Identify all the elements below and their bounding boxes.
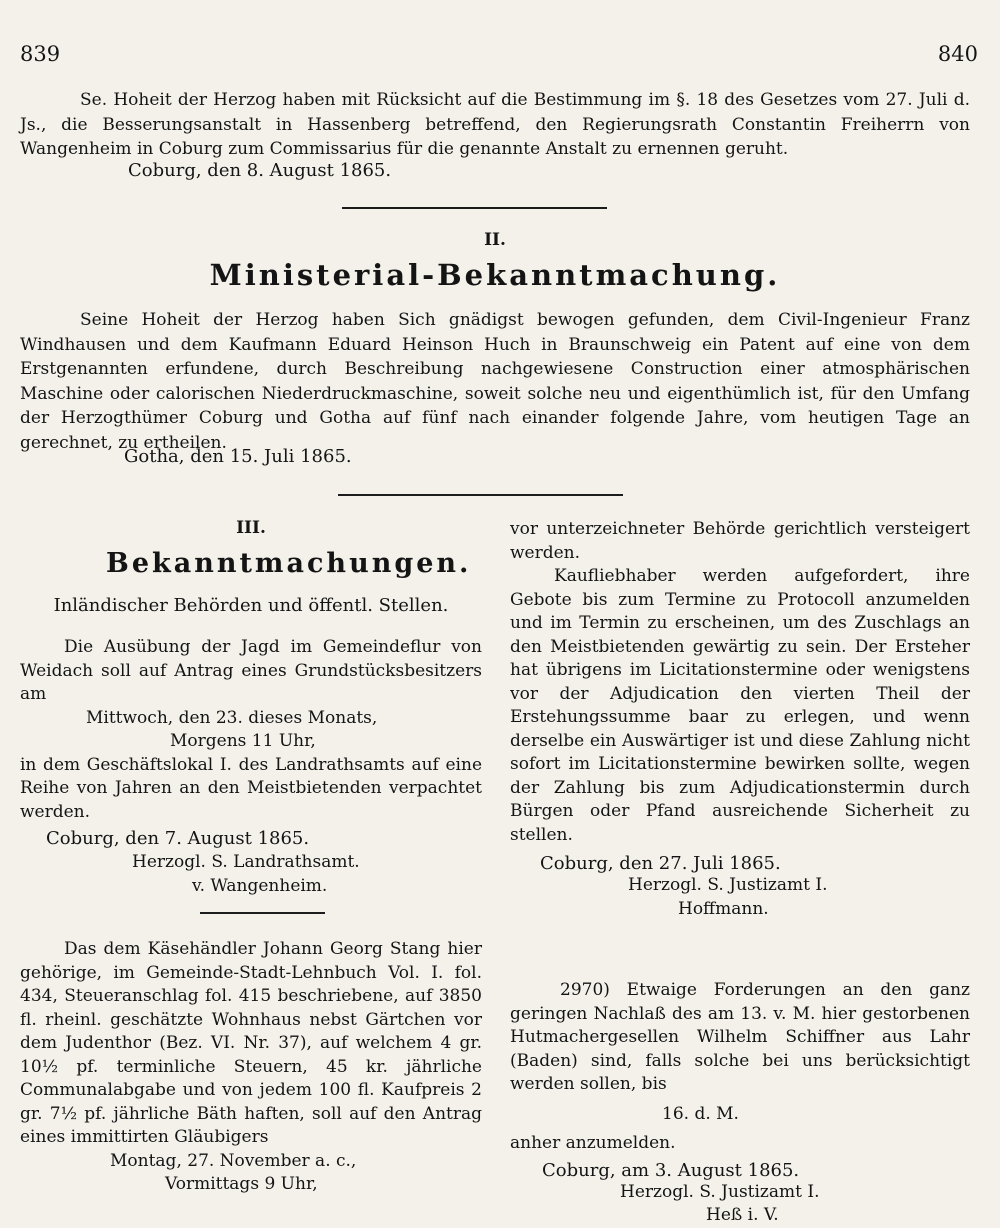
section-number-two: II. (484, 230, 506, 250)
jagd-notice-text2: in dem Geschäftslokal I. des Landrathsamts auf eine Reihe von Jahren an den Meistbietenden verpachtet werden. (20, 754, 482, 822)
section-two-paragraph: Seine Hoheit der Herzog haben Sich gnädigst bewogen gefunden, dem Civil-Ingenieur Franz Windhausen und dem Kaufmann Eduard Heinson Huch in Braunschweig ein Patent auf eine von dem Erstgenannten erfundene, durch Beschreibung nachgewiesene Construction einer atmosphärischen Maschine oder calorischen Niederdruckmaschine, soweit solche neu und eigenthümlich ist, für den Umfang der Herzogthümer Coburg und Gotha auf fünf nach einander folgende Jahre, vom heutigen Tage an gerechnet, zu ertheilen. (20, 310, 970, 453)
intro-paragraph: Se. Hoheit der Herzog haben mit Rücksicht auf die Bestimmung im §. 18 des Gesetzes vom 27. Juli d. Js., die Besserungsanstalt in Hassenberg betreffend, den Regierungsrath Constantin Freiherrn von Wangenheim in Coburg zum Commissarius für die genannte Anstalt zu ernennen geruht. (20, 90, 970, 159)
estate-notice-text2: anher anzumelden. (510, 1133, 676, 1153)
jagd-notice-text: Die Ausübung der Jagd im Gemeindeflur von Weidach soll auf Antrag eines Grundstücksbesitzers am (20, 637, 482, 704)
divider (338, 494, 623, 496)
page-number-right: 840 (937, 42, 978, 66)
auction-dateline: Coburg, den 27. Juli 1865. (540, 853, 781, 874)
jagd-notice-time: Morgens 11 Uhr, (170, 731, 316, 751)
estate-dateline: Coburg, am 3. August 1865. (542, 1159, 800, 1181)
left-column (20, 518, 482, 898)
stang-notice-text: Das dem Käsehändler Johann Georg Stang hier gehörige, im Gemeinde-Stadt-Lehnbuch Vol. I. fol. 434, Steueranschlag fol. 415 beschriebene, auf 3850 fl. rheinl. geschätzte Wohnhaus nebst Gärtchen vor dem Judenthor (Bez. VI. Nr. 37), auf welchem 4 gr. 10½ pf. terminliche Steuern, 45 kr. jährliche Communalabgabe und von jedem 100 fl. Kaufpreis 2 gr. 7½ pf. jährliche Bäth haften, soll auf den Antrag eines immittirten Gläubigers (20, 939, 482, 1147)
jagd-office: Herzogl. S. Landrathsamt. (132, 852, 360, 872)
jagd-signer: v. Wangenheim. (192, 875, 328, 896)
section-number-three: III. (236, 518, 266, 538)
page-number-left: 839 (20, 42, 61, 66)
auction-office: Herzogl. S. Justizamt I. (628, 875, 828, 895)
stang-notice-time: Vormittags 9 Uhr, (165, 1174, 318, 1194)
right-column (510, 518, 970, 1228)
stang-notice (20, 938, 482, 1197)
section-three-heading: Bekanntmachungen. (106, 548, 472, 579)
jagd-notice-date: Mittwoch, den 23. dieses Monats, (86, 707, 378, 728)
estate-notice-deadline: 16. d. M. (662, 1103, 739, 1124)
section-two-heading: Ministerial-Bekanntmachung. (209, 258, 781, 292)
estate-signer: Heß i. V. (706, 1205, 779, 1225)
divider (342, 207, 607, 209)
estate-notice-text: 2970) Etwaige Forderungen an den ganz geringen Nachlaß des am 13. v. M. hier gestorbenen Hutmachergesellen Wilhelm Schiffner aus Lahr (Baden) sind, falls solche bei uns berücksichtigt werden sollen, bis (510, 980, 970, 1094)
intro-dateline: Coburg, den 8. August 1865. (128, 160, 392, 181)
stang-notice-date: Montag, 27. November a. c., (110, 1150, 357, 1171)
auction-continuation: vor unterzeichneter Behörde gerichtlich versteigert werden. (510, 519, 970, 563)
estate-office: Herzogl. S. Justizamt I. (620, 1181, 820, 1202)
jagd-dateline: Coburg, den 7. August 1865. (46, 828, 310, 849)
auction-conditions: Kaufliebhaber werden aufgefordert, ihre Gebote bis zum Termine zu Protocoll anzumelden und im Termin zu erscheinen, um des Zuschlags an den Meistbietenden gewärtig zu sein. Der Ersteher hat übrigens im Licitationstermine oder wenigstens vor der Adjudication den vierten Theil der Erstehungssumme baar zu erlegen, und wenn derselbe ein Auswärtiger ist und diese Zahlung nicht sofort im Licitationstermine bewirken sollte, wegen der Zahlung bis zum Adjudicationstermin durch Bürgen oder Pfand ausreichende Sicherheit zu stellen. (510, 566, 970, 845)
section-three-subheading: Inländischer Behörden und öffentl. Stellen. (53, 595, 449, 616)
auction-signer: Hoffmann. (678, 898, 769, 919)
section-two-dateline: Gotha, den 15. Juli 1865. (124, 446, 352, 467)
divider (200, 912, 325, 914)
